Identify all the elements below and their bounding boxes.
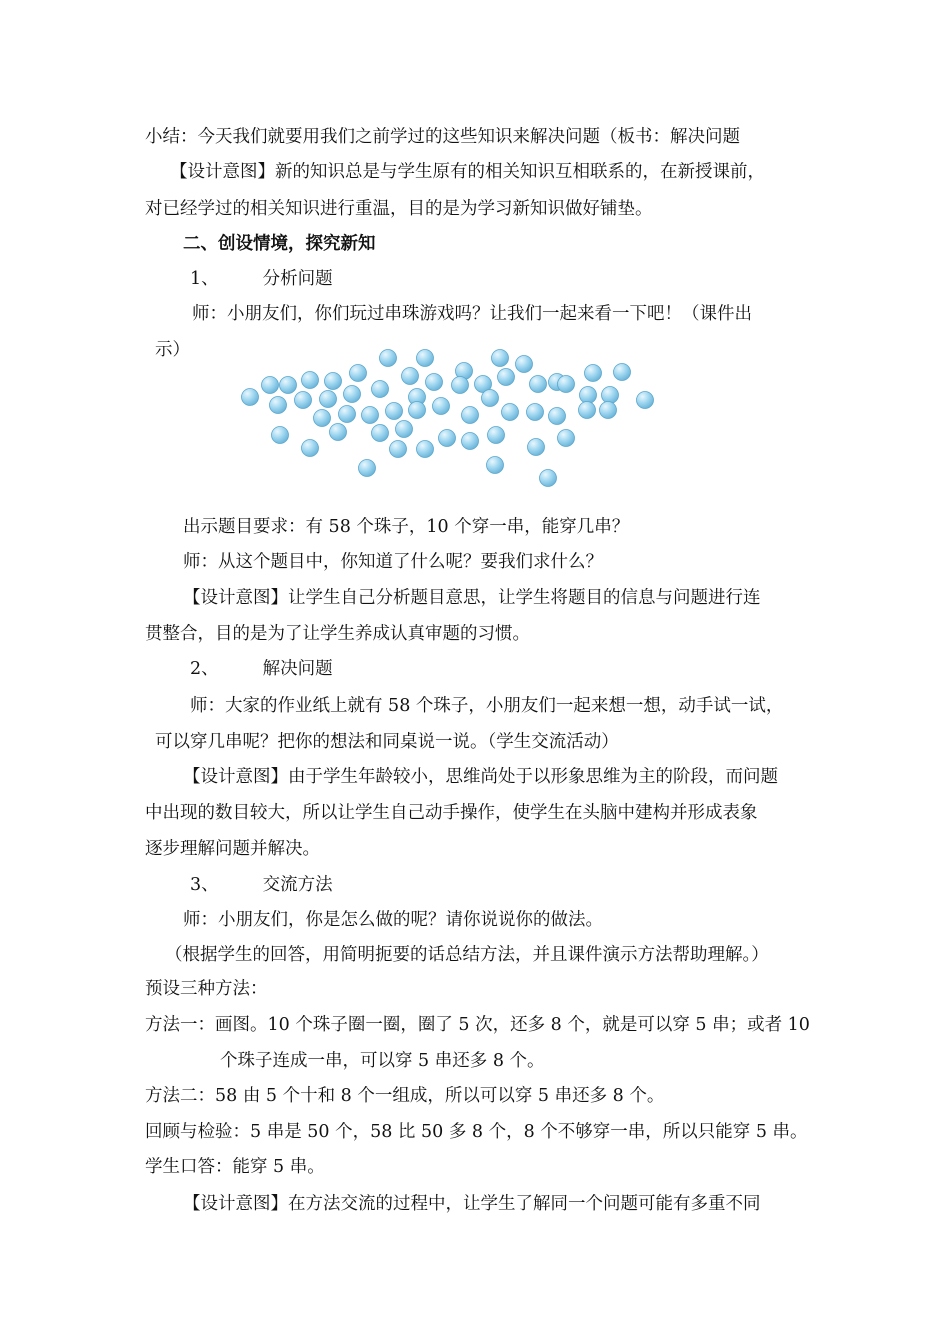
- bead: [579, 402, 596, 419]
- design-intent-3a: 【设计意图】由于学生年龄较小，思维尚处于以形象思维为主的阶段，而问题: [183, 767, 778, 787]
- bead: [462, 433, 479, 450]
- bead: [390, 441, 407, 458]
- bead: [372, 381, 389, 398]
- method-one-b: 个珠子连成一串，可以穿 5 串还多 8 个。: [220, 1051, 545, 1071]
- teacher-line-1a: 师：小朋友们，你们玩过串珠游戏吗？让我们一起来看一下吧！（课件出: [192, 304, 752, 324]
- bead: [558, 376, 575, 393]
- teacher-line-3b: 可以穿几串呢？把你的想法和同桌说一说。（学生交流活动）: [155, 732, 619, 752]
- bead: [350, 365, 367, 382]
- student-answer: 学生口答：能穿 5 串。: [145, 1157, 325, 1177]
- bead: [242, 389, 259, 406]
- bead: [600, 402, 617, 419]
- bead: [614, 364, 631, 381]
- bead: [302, 440, 319, 457]
- bead: [452, 377, 469, 394]
- bead: [498, 369, 515, 386]
- summary-line: 小结：今天我们就要用我们之前学过的这些知识来解决问题（板书：解决问题: [145, 127, 740, 147]
- review-check: 回顾与检验：5 串是 50 个，58 比 50 多 8 个，8 个不够穿一串，所以只能穿 5 串。: [145, 1122, 808, 1142]
- bead: [396, 421, 413, 438]
- bead: [487, 457, 504, 474]
- bead: [272, 427, 289, 444]
- teacher-line-1b: 示）: [155, 340, 190, 360]
- teacher-line-4: 师：小朋友们，你是怎么做的呢？请你说说你的做法。: [183, 910, 603, 930]
- subheading-number: 1、: [190, 269, 219, 289]
- subheading-analyze: [190, 267, 333, 291]
- bead: [295, 392, 312, 409]
- bead: [302, 372, 319, 389]
- design-intent-1a: 【设计意图】新的知识总是与学生原有的相关知识互相联系的，在新授课前，: [170, 162, 765, 182]
- teacher-line-3a: 师：大家的作业纸上就有 58 个珠子，小朋友们一起来想一想，动手试一试，: [190, 696, 784, 716]
- design-intent-3b: 中出现的数目较大，所以让学生自己动手操作，使学生在头脑中建构并形成表象: [145, 803, 758, 823]
- design-intent-3c: 逐步理解问题并解决。: [145, 839, 320, 859]
- bead: [417, 350, 434, 367]
- method-two: 方法二：58 由 5 个十和 8 个一组成，所以可以穿 5 串还多 8 个。: [145, 1086, 665, 1106]
- bead: [280, 377, 297, 394]
- bead: [417, 441, 434, 458]
- bead: [602, 387, 619, 404]
- bead: [320, 391, 337, 408]
- design-intent-2b: 贯整合，目的是为了让学生养成认真审题的习惯。: [145, 624, 530, 644]
- teacher-line-2: 师：从这个题目中，你知道了什么呢？要我们求什么？: [183, 552, 603, 572]
- bead: [549, 408, 566, 425]
- bead: [482, 390, 499, 407]
- bead: [426, 374, 443, 391]
- bead: [439, 430, 456, 447]
- bead: [372, 425, 389, 442]
- bead: [362, 407, 379, 424]
- bead: [330, 424, 347, 441]
- bead: [580, 387, 597, 404]
- subheading-number: 3、: [190, 875, 219, 895]
- section-heading: 二、创设情境，探究新知: [183, 234, 376, 254]
- bead: [502, 404, 519, 421]
- bead: [409, 402, 426, 419]
- bead: [262, 377, 279, 394]
- note-line: （根据学生的回答，用简明扼要的话总结方法，并且课件演示方法帮助理解。）: [165, 945, 769, 965]
- bead: [344, 386, 361, 403]
- subheading-text: 解决问题: [262, 659, 333, 679]
- bead: [540, 470, 557, 487]
- bead: [380, 350, 397, 367]
- design-intent-1b: 对已经学过的相关知识进行重温，目的是为学习新知识做好铺垫。: [145, 199, 653, 219]
- preset-methods: 预设三种方法：: [145, 979, 268, 999]
- bead: [270, 397, 287, 414]
- bead: [488, 427, 505, 444]
- problem-statement: 出示题目要求：有 58 个珠子，10 个穿一串，能穿几串？: [183, 517, 630, 537]
- subheading-methods: [190, 873, 333, 897]
- subheading-text: 交流方法: [262, 875, 333, 895]
- bead: [325, 373, 342, 390]
- bead: [402, 368, 419, 385]
- beads-illustration: [230, 340, 670, 500]
- bead: [516, 356, 533, 373]
- bead: [359, 460, 376, 477]
- method-one-a: 方法一：画图。10 个珠子圈一圈，圈了 5 次，还多 8 个，就是可以穿 5 串；或者 10: [145, 1015, 810, 1035]
- subheading-solve: [190, 657, 333, 681]
- subheading-text: 分析问题: [262, 269, 333, 289]
- bead: [527, 404, 544, 421]
- bead: [433, 398, 450, 415]
- bead: [585, 365, 602, 382]
- bead: [492, 350, 509, 367]
- subheading-number: 2、: [190, 659, 219, 679]
- bead: [530, 376, 547, 393]
- bead: [314, 410, 331, 427]
- bead: [528, 439, 545, 456]
- bead: [386, 403, 403, 420]
- bead: [339, 406, 356, 423]
- bead: [462, 407, 479, 424]
- bead: [637, 392, 654, 409]
- design-intent-2a: 【设计意图】让学生自己分析题目意思，让学生将题目的信息与问题进行连: [183, 588, 761, 608]
- design-intent-4: 【设计意图】在方法交流的过程中，让学生了解同一个问题可能有多重不同: [183, 1194, 761, 1214]
- bead: [558, 430, 575, 447]
